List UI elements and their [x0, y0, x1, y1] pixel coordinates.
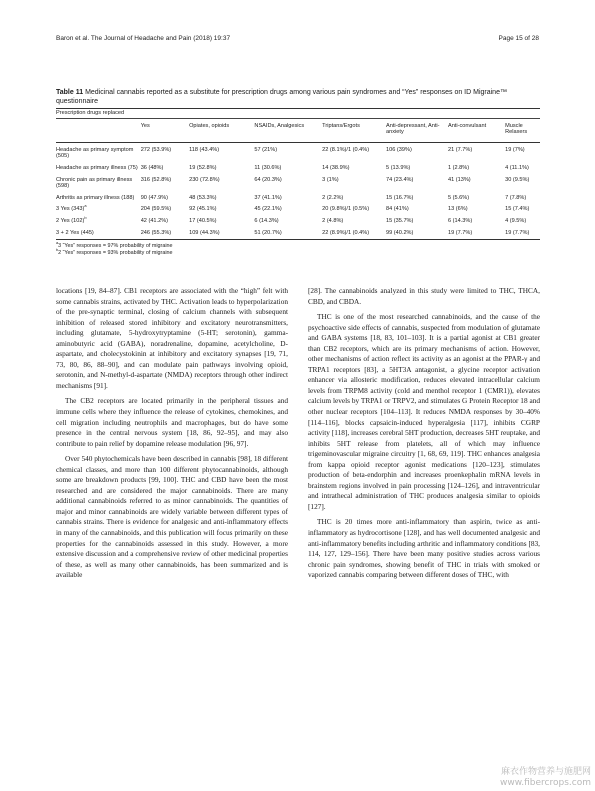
table-cell: 41 (13%) [447, 176, 471, 183]
footnote-marker: a [84, 204, 87, 209]
table-cell: 42 (41.2%) [140, 217, 169, 224]
table-cell: 246 (55.3%) [141, 228, 189, 240]
table-cell: 90 (47.9%) [140, 194, 169, 201]
row-label: 3 + 2 Yes (445) [56, 228, 141, 240]
table-row [56, 228, 540, 240]
row-label: Headache as primary symptom (505) [56, 146, 134, 160]
table-cell: 22 (8.1%)/1 (0.4%) [322, 146, 370, 153]
column-header: Anti-convulsant [448, 118, 505, 142]
table-row [56, 163, 540, 175]
table-cell: 19 (7.7%) [448, 228, 505, 240]
table-cell: 1 (2.8%) [447, 164, 470, 171]
table-cell: 92 (45.1%) [189, 206, 217, 213]
table-row [56, 216, 540, 228]
table-cell: 204 (59.5%) [140, 206, 172, 213]
running-header [56, 35, 539, 47]
table-cell: 20 (9.8%)/1 (0.5%) [322, 206, 370, 213]
table-cell: 4 (11.1%) [505, 164, 529, 171]
table-cell: 109 (44.3%) [189, 228, 254, 240]
paragraph: locations [19, 84–87]. CB1 receptors are associated with the “high” felt with some cannabis strains, activated by THC. Activation leads to hyperpolarization of the pre-synaptic terminal, closing of calcium channels with subsequent inhibition of released stored inhibitory and excitatory neurotransmitters, including glutamate, 5-hydroxytryptamine (5-HT; serotonin), gamma-aminobutyric acid (GABA), noradrenaline, dopamine, acetylcholine, D-aspartate, and cholecystokinin at inhibitory and excitatory synapses [19, 71, 73, 80, 86, 88–90], and can modulate pain pathways involving opioid, serotonin, and N-methyl-d-aspartate (NMDA) receptors through other indirect mechanisms [91]. [56, 286, 288, 390]
body-text [56, 286, 540, 746]
table-cell: 6 (14.3%) [447, 217, 473, 224]
paragraph: THC is 20 times more anti-inflammatory than aspirin, twice as anti-inflammatory as hydrocortisone [128], and has well documented analgesic and anti-inflammatory benefits including arthritic and inflammatory conditions [83, 114, 127, 129–156]. There have been many positive studies across various chronic pain syndromes, showing benefit of THC in trials with smoked or vaporized cannabis comparing between different doses of THC, with [308, 517, 540, 580]
table-cell: 118 (43.4%) [189, 146, 220, 153]
table-cell: 22 (8.9%)/1 (0.4%) [322, 228, 386, 240]
table-cell: 7 (7.8%) [505, 194, 527, 201]
column-header [56, 118, 141, 142]
table-cell: 230 (72.8%) [189, 176, 220, 183]
column-header: NSAIDs, Analgesics [254, 118, 322, 142]
table-cell: 74 (23.4%) [386, 176, 414, 183]
substitution-table [56, 109, 540, 240]
column-header: Triptans/Ergots [322, 118, 386, 142]
table-cell: 3 (1%) [322, 176, 339, 183]
header-page-number: Page 15 of 28 [498, 35, 539, 42]
table-cell: 57 (21%) [254, 146, 278, 153]
row-label: 3 Yes $(343)^a$ [56, 204, 87, 213]
table-row [56, 142, 540, 163]
column-header: Opiates, opioids [189, 118, 254, 142]
table-cell: 272 (53.9%) [140, 146, 172, 153]
table-footnote: $^a$3 “Yes” responses = 97% probability of migraine [56, 241, 173, 250]
table-cell: 2 (4.8%) [322, 217, 344, 224]
row-label: Chronic pain as primary illness (598) [56, 176, 133, 190]
table-cell: 15 (35.7%) [386, 217, 414, 224]
paragraph: The CB2 receptors are located primarily in the peripheral tissues and immune cells where they influence the release of cytokines, chemokines, and cell migration including neutrophils and macrophages, but do have some presence in the central nervous system [18, 86, 92–95], and may also contribute to pain relief by dopamine release modulation [96, 97]. [56, 396, 288, 448]
right-column [308, 286, 540, 746]
paragraph: [28]. The cannabinoids analyzed in this study were limited to THC, THCA, CBD, and CBDA. [308, 286, 540, 306]
table-cell: 21 (7.7%) [447, 146, 473, 153]
table-cell: 36 (48%) [140, 164, 164, 171]
table-cell: 19 (52.8%) [189, 164, 217, 171]
header-citation: Baron et al. The Journal of Headache and Pain (2018) 19:37 [56, 35, 231, 42]
footnote-marker: b [84, 215, 87, 221]
table-caption-text: Medicinal cannabis reported as a substitute for prescription drugs among various pain syndromes and “Yes” responses on ID Migraine™ questionnaire [56, 89, 507, 105]
row-label: 2 Yes $(102)^b$ [56, 215, 87, 224]
table-caption-label: Table 11 [56, 89, 84, 96]
table-cell: 48 (53.3%) [189, 194, 217, 201]
table-cell: 14 (38.9%) [322, 164, 350, 171]
table-cell: 106 (39%) [386, 146, 412, 153]
column-header: Muscle Relaxers [505, 118, 540, 142]
column-header: Yes [141, 118, 189, 142]
table-cell: 13 (6%) [447, 206, 468, 213]
table-cell: 5 (5.6%) [447, 194, 470, 201]
table-cell: 51 (20.7%) [254, 228, 322, 240]
row-label: Arthritis as primary illness (188) [56, 194, 135, 201]
table-cell: 64 (20.3%) [254, 176, 282, 183]
table-cell: 84 (41%) [386, 206, 409, 213]
table-cell: 37 (41.1%) [254, 194, 282, 201]
table-subheader: Prescription drugs replaced [56, 109, 540, 118]
table-header-row [56, 118, 540, 142]
table-cell: 17 (40.5%) [189, 217, 217, 224]
paragraph: THC is one of the most researched cannabinoids, and the cause of the psychoactive side effects of cannabis, suspected from modulation of glutamate and GABA systems [18, 83, 101–103]. It is a partial agonist at CB1 greater than CB2 receptors, which are its primary mechanisms of action. However, other mechanisms of action reflect its activity as an agonist at the PPAR-γ and TRPA1 receptors [83], a 5HT3A antagonist, a glycine receptor activation enhancer via allosteric modification, reduces elevated intracellular calcium levels from TRPM8 activity (cold and menthol receptor 1 (CMR1)), elevates calcium levels by TRPA1 or TRPV2, and stimulates G Protein Receptor 18 and other nuclear receptors [104–113]. It reduces NMDA responses by 30–40% [114–116], blocks capsaicin-induced hyperalgesia [117], inhibits CGRP activity [118], increases cerebral 5HT production, decreases 5HT reuptake, and inhibits 5HT release from platelets, all of which may influence trigeminovascular migraine circuitry [1, 68, 69, 119]. THC enhances analgesia from kappa opioid receptor agonist medications [120–123], stimulates production of beta-endorphin and increases proenkephalin mRNA levels in brainstem regions involved in pain processing [124–126], and intraventricular and intrathecal administration of THC produces analgesia similar to opioids [127]. [308, 312, 540, 511]
watermark-url: www.fibercrops.com [500, 778, 591, 788]
table-cell: 30 (9.5%) [505, 176, 530, 183]
table-cell: 15 (7.4%) [505, 206, 530, 213]
table-cell: 19 (7.7%) [505, 228, 540, 240]
table-caption [56, 88, 540, 106]
table-cell: 6 (14.3%) [254, 217, 279, 224]
row-label: Headache as primary illness (75) [56, 164, 138, 171]
table-cell: 11 (30.6%) [254, 164, 282, 171]
table-row [56, 193, 540, 205]
paragraph: Over 540 phytochemicals have been described in cannabis [98], 18 different chemical classes, and more than 100 different phytocannabinoids, although some are breakdown products [99, 100]. THC and CBD have been the most researched and are considered the major cannabinoids. There are many additional cannabinoids referred to as minor cannabinoids. The quantities of major and minor cannabinoids are widely variable between different types of cannabis strains. There is evidence for analgesic and anti-inflammatory effects in many of the cannabinoids, and this publication will focus primarily on these properties for the cannabinoids assessed in this study. However, a more extensive discussion and a comprehensive review of other medicinal properties of these, as well as many other cannabinoids, has been summarized and is available [56, 454, 288, 580]
table-footnote: $^b$2 “Yes” responses = 93% probability of migraine [56, 248, 173, 257]
table-cell: 316 (52.8%) [140, 176, 172, 183]
table-row [56, 175, 540, 193]
table-cell: 19 (7%) [505, 146, 525, 153]
left-column [56, 286, 288, 746]
column-header: Anti-depressant, Anti-anxiety [386, 118, 448, 142]
table-11 [56, 88, 540, 257]
site-watermark [500, 767, 591, 789]
table-cell: 99 (40.2%) [386, 228, 448, 240]
table-footnotes [56, 243, 540, 257]
table-row [56, 204, 540, 216]
table-subheader-row [56, 109, 540, 118]
table-cell: 5 (13.9%) [386, 164, 411, 171]
table-cell: 15 (16.7%) [386, 194, 414, 201]
table-cell: 4 (9.5%) [505, 217, 527, 224]
table-cell: 2 (2.2%) [322, 194, 344, 201]
watermark-title: 麻衣作物营养与施肥网 [500, 767, 591, 777]
table-cell: 45 (22.1%) [254, 206, 282, 213]
